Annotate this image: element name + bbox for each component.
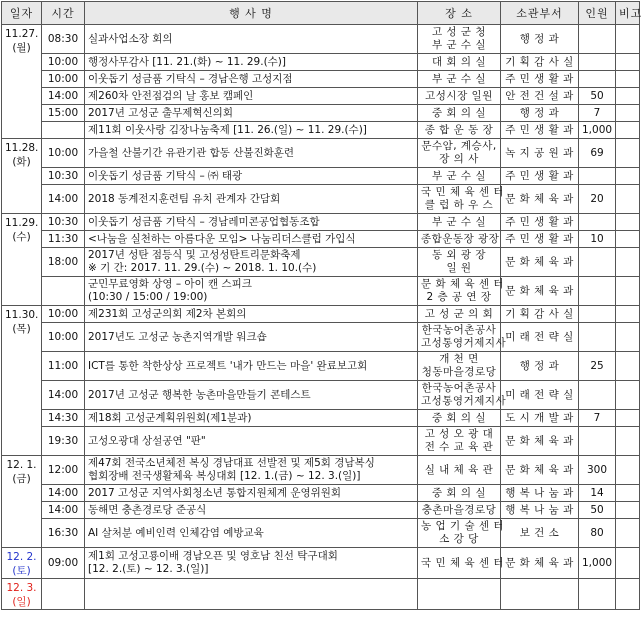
event-cell-line: 제231회 고성군의회 제2차 본회의 [88,307,247,320]
place-cell-line: 부 군 수 실 [431,169,487,182]
time-cell: 15:00 [42,105,85,122]
place-cell-line: 개 천 면 [439,353,479,365]
time-cell: 14:00 [42,485,85,502]
time-cell: 10:30 [42,168,85,185]
dept-cell: 도 시 개 발 과 [501,410,579,427]
event-cell [85,427,418,456]
dept-cell: 문 화 체 육 과 [501,185,579,214]
place-cell [418,456,501,485]
event-cell [85,410,418,427]
time-cell [42,579,85,610]
people-cell [579,323,616,352]
event-cell [85,548,418,579]
event-cell [85,122,418,139]
note-cell [616,519,640,548]
table-row [2,427,640,456]
people-cell: 1,000 [579,548,616,579]
table-row [2,579,640,610]
people-cell: 50 [579,502,616,519]
time-cell: 14:30 [42,410,85,427]
event-cell-line: 제18회 고성군계획위원회(제1분과) [88,411,252,424]
table-row [2,185,640,214]
table-row [2,214,640,231]
event-cell [85,105,418,122]
table-row [2,548,640,579]
dept-cell: 행 정 과 [501,25,579,54]
place-cell [418,502,501,519]
note-cell [616,54,640,71]
place-cell-line: 고 성 군 의 회 [424,307,494,320]
event-cell [85,502,418,519]
people-cell: 300 [579,456,616,485]
time-cell: 14:00 [42,88,85,105]
place-cell-line: 부 군 수 실 [431,72,487,85]
people-cell: 69 [579,139,616,168]
place-cell-line: 고성통영거제지사 [421,337,507,349]
time-cell: 12:00 [42,456,85,485]
place-cell [418,277,505,306]
event-cell-line: 이웃돕기 성금품 기탁식 – 경남레미콘공업협동조합 [88,215,320,228]
place-cell [418,122,501,139]
time-cell: 19:30 [42,427,85,456]
people-cell [579,71,616,88]
people-cell [579,54,616,71]
dept-cell: 문 화 체 육 과 [501,248,579,277]
dept-cell: 미 래 전 략 실 [501,381,579,410]
date-cell-line: 11.27. [5,28,39,40]
place-cell [418,71,501,88]
event-cell [85,88,418,105]
event-cell [85,25,418,54]
dept-cell: 녹 지 공 원 과 [501,139,579,168]
event-cell-line: 실과사업소장 회의 [88,32,173,45]
date-cell-line: (화) [12,156,31,168]
place-cell-line: 한국농어촌공사 [421,382,497,394]
place-cell-line: 농 업 기 술 센 터 [421,520,505,532]
date-cell [2,548,42,579]
event-cell-line: AI 살처분 예비인력 인체감염 예방교육 [88,526,264,539]
table-row [2,139,640,168]
dept-cell: 안 전 건 설 과 [501,88,579,105]
header-place: 장 소 [418,2,501,25]
event-cell-line: ※ 기 간: 2017. 11. 29.(수) ~ 2018. 1. 10.(수) [88,262,317,274]
people-cell [579,168,616,185]
place-cell-line: 대 회 의 실 [431,55,487,68]
date-cell [2,214,42,306]
people-cell [579,248,616,277]
event-cell [85,485,418,502]
people-cell: 7 [579,410,616,427]
time-cell: 14:00 [42,502,85,519]
table-row [2,323,640,352]
place-cell-line: 국 민 체 육 센 터 [421,556,505,569]
header-event: 행 사 명 [85,2,418,25]
people-cell [579,579,616,610]
people-cell: 1,000 [579,122,616,139]
dept-cell: 미 래 전 략 실 [501,323,579,352]
place-cell-line: 부 군 수 실 [431,39,487,51]
place-cell [418,231,501,248]
date-cell-line: (일) [12,596,31,608]
event-cell-line: 제11회 이웃사랑 김장나눔축제 [11. 26.(일) ~ 11. 29.(수)] [88,123,367,136]
date-cell [2,456,42,548]
people-cell: 14 [579,485,616,502]
dept-cell: 문 화 체 육 과 [501,277,579,306]
date-cell [2,306,42,456]
place-cell [418,352,501,381]
people-cell [579,306,616,323]
date-cell-line: (목) [12,323,31,335]
event-cell [85,185,418,214]
dept-cell: 주 민 생 활 과 [501,122,579,139]
place-cell [418,548,505,579]
place-cell-line: 장 의 사 [439,153,479,165]
event-cell [85,168,418,185]
place-cell-line: 고성시장 일원 [425,89,493,102]
place-cell [418,579,501,610]
note-cell [616,168,640,185]
time-cell: 09:00 [42,548,85,579]
event-cell [85,352,418,381]
place-cell [418,25,501,54]
place-cell-line: 종합운동장 광장 [421,232,500,245]
note-cell [616,231,640,248]
place-cell-line: 부 군 수 실 [431,215,487,228]
place-cell [418,168,501,185]
event-cell-line: <나눔을 실천하는 아름다운 모임> 나눔리더스클럽 가입식 [88,232,356,245]
event-cell [85,231,418,248]
event-cell-line: 협회장배 전국생활체육 복싱대회 [12. 1.(금) ~ 12. 3.(일)] [88,470,361,482]
table-row [2,519,640,548]
table-row [2,25,640,54]
place-cell [418,248,501,277]
dept-cell: 주 민 생 활 과 [501,168,579,185]
event-cell-line: 2017년 고성군 행복한 농촌마을만들기 콘테스트 [88,388,311,401]
time-cell: 08:30 [42,25,85,54]
note-cell [616,456,640,485]
event-cell-line: 제260차 안전점검의 날 홍보 캠페인 [88,89,254,102]
place-cell [418,519,505,548]
event-cell-line: 2017 고성군 지역사회청소년 통합지원체계 운영위원회 [88,486,342,499]
place-cell-line: 중 회 의 실 [431,411,487,424]
note-cell [616,139,640,168]
people-cell: 50 [579,88,616,105]
dept-cell: 주 민 생 활 과 [501,231,579,248]
date-cell [2,139,42,214]
dept-cell: 보 건 소 [501,519,579,548]
place-cell-line: 동 외 광 장 [431,249,487,261]
place-cell-line: 문수암, 계승사, [421,140,497,152]
table-row [2,456,640,485]
note-cell [616,185,640,214]
dept-cell: 문 화 체 육 과 [501,456,579,485]
event-cell-line: 2018 동계전지훈련팀 유치 관계자 간담회 [88,192,281,205]
place-cell-line: 종 합 운 동 장 [424,123,494,136]
event-cell [85,248,418,277]
place-cell-line: 실 내 체 육 관 [424,463,494,476]
place-cell [418,54,501,71]
dept-cell: 행 정 과 [501,105,579,122]
event-cell [85,323,418,352]
date-cell-line: 12. 3. [6,582,37,594]
note-cell [616,71,640,88]
note-cell [616,88,640,105]
event-cell-line: 이웃돕기 성금품 기탁식 – ㈜ 태광 [88,169,243,182]
dept-cell: 기 획 감 사 실 [501,306,579,323]
people-cell [579,427,616,456]
time-cell: 10:00 [42,54,85,71]
date-cell-line: 11.28. [5,142,39,154]
note-cell [616,381,640,410]
schedule-table [1,1,640,610]
people-cell: 25 [579,352,616,381]
place-cell-line: 2 층 공 연 장 [426,291,492,303]
event-cell [85,519,418,548]
header-row [2,2,640,25]
event-cell [85,579,418,610]
table-row [2,485,640,502]
dept-cell: 기 획 감 사 실 [501,54,579,71]
event-cell [85,214,418,231]
table-row [2,71,640,88]
note-cell [616,485,640,502]
place-cell [418,485,501,502]
place-cell [418,381,507,410]
event-cell-line: 제1회 고성고룡이배 경남오픈 및 영호남 친선 탁구대회 [88,550,338,562]
time-cell: 10:30 [42,214,85,231]
event-cell-line: 2017년 고성군 출무제혁신의회 [88,106,233,119]
event-cell-line: 가을철 산불기간 유관기관 합동 산불진화훈련 [88,146,295,159]
note-cell [616,427,640,456]
note-cell [616,579,640,610]
dept-cell: 행 복 나 눔 과 [501,485,579,502]
event-cell [85,277,418,306]
note-cell [616,25,640,54]
place-cell-line: 전 수 교 육 관 [424,441,494,453]
event-cell-line: 행정사무감사 [11. 21.(화) ~ 11. 29.(수)] [88,55,287,68]
note-cell [616,502,640,519]
place-cell-line: 일 원 [446,262,472,274]
place-cell-line: 중 회 의 실 [431,486,487,499]
people-cell [579,214,616,231]
table-row [2,168,640,185]
note-cell [616,352,640,381]
place-cell [418,185,505,214]
event-cell-line: 고성오광대 상설공연 "판" [88,434,206,447]
place-cell-line: 고성통영거제지사 [421,395,507,407]
note-cell [616,248,640,277]
event-cell-line: 2017년도 고성군 농촌지역개발 워크숍 [88,330,267,343]
dept-cell: 문 화 체 육 과 [501,427,579,456]
place-cell-line: 한국농어촌공사 [421,324,497,336]
place-cell [418,427,501,456]
time-cell: 10:00 [42,306,85,323]
event-cell-line: [12. 2.(토) ~ 12. 3.(일)] [88,563,209,575]
place-cell-line: 충촌마을경로당 [421,503,497,516]
date-cell-line: 12. 2. [6,551,37,563]
people-cell [579,25,616,54]
place-cell [418,88,501,105]
header-dept: 소관부서 [501,2,579,25]
table-row [2,381,640,410]
header-date: 일자 [2,2,42,25]
place-cell-line: 국 민 체 육 센 터 [421,186,505,198]
event-cell-line: 군민무료영화 상영 – 아이 캔 스피크 [88,278,252,290]
people-cell [579,381,616,410]
table-row [2,54,640,71]
place-cell-line: 고 성 군 청 [431,26,487,38]
table-row [2,410,640,427]
people-cell: 10 [579,231,616,248]
event-cell-line: 2017년 성탄 점등식 및 고성성탄트리문화축제 [88,249,301,261]
event-cell [85,381,418,410]
time-cell: 10:00 [42,323,85,352]
table-row [2,306,640,323]
date-cell-line: 12. 1. [6,459,37,471]
dept-cell: 행 복 나 눔 과 [501,502,579,519]
event-cell [85,139,418,168]
place-cell-line: 중 회 의 실 [431,106,487,119]
header-note: 비고 [616,2,640,25]
table-row [2,277,640,306]
time-cell: 11:30 [42,231,85,248]
place-cell [418,105,501,122]
dept-cell: 주 민 생 활 과 [501,214,579,231]
date-cell-line: (월) [12,42,31,54]
table-row [2,352,640,381]
note-cell [616,548,640,579]
event-cell-line: 제47회 전국소년체전 복싱 경남대표 선발전 및 제5회 경남복싱 [88,457,375,469]
place-cell-line: 고 성 오 광 대 [424,428,494,440]
table-row [2,231,640,248]
event-cell [85,306,418,323]
time-cell: 16:30 [42,519,85,548]
people-cell: 20 [579,185,616,214]
event-cell-line: 이웃돕기 성금품 기탁식 – 경남은행 고성지점 [88,72,293,85]
date-cell [2,25,42,139]
event-cell-line: (10:30 / 15:00 / 19:00) [88,291,208,303]
date-cell-line: (토) [12,565,31,577]
place-cell [418,323,507,352]
table-row [2,502,640,519]
note-cell [616,122,640,139]
people-cell [579,277,616,306]
note-cell [616,214,640,231]
event-cell-line: 동해면 충촌경로당 준공식 [88,503,207,516]
note-cell [616,410,640,427]
date-cell-line: 11.29. [5,217,39,229]
place-cell-line: 청동마을경로당 [421,366,497,378]
place-cell-line: 소 강 당 [439,533,479,545]
date-cell-line: 11.30. [5,309,39,321]
table-row [2,248,640,277]
date-cell-line: (금) [12,473,31,485]
people-cell: 7 [579,105,616,122]
place-cell-line: 클 럽 하 우 스 [424,199,494,211]
date-cell-line: (수) [12,231,31,243]
time-cell: 18:00 [42,248,85,277]
people-cell: 80 [579,519,616,548]
event-cell [85,54,418,71]
time-cell: 11:00 [42,352,85,381]
note-cell [616,105,640,122]
place-cell [418,214,501,231]
time-cell [42,122,85,139]
table-row [2,105,640,122]
dept-cell: 행 정 과 [501,352,579,381]
table-row [2,88,640,105]
dept-cell: 문 화 체 육 과 [501,548,579,579]
dept-cell [501,579,579,610]
time-cell: 10:00 [42,139,85,168]
place-cell [418,139,501,168]
place-cell-line: 문 화 체 육 센 터 [421,278,505,290]
note-cell [616,277,640,306]
date-cell [2,579,42,610]
note-cell [616,306,640,323]
note-cell [616,323,640,352]
dept-cell: 주 민 생 활 과 [501,71,579,88]
event-cell [85,456,418,485]
time-cell: 10:00 [42,71,85,88]
header-time: 시간 [42,2,85,25]
schedule-body [2,25,640,610]
place-cell [418,306,501,323]
time-cell [42,277,85,306]
table-row [2,122,640,139]
event-cell [85,71,418,88]
place-cell [418,410,501,427]
event-cell-line: ICT를 통한 착한상상 프로젝트 '내가 만드는 마을' 완료보고회 [88,359,368,372]
header-people: 인원 [579,2,616,25]
time-cell: 14:00 [42,185,85,214]
time-cell: 14:00 [42,381,85,410]
